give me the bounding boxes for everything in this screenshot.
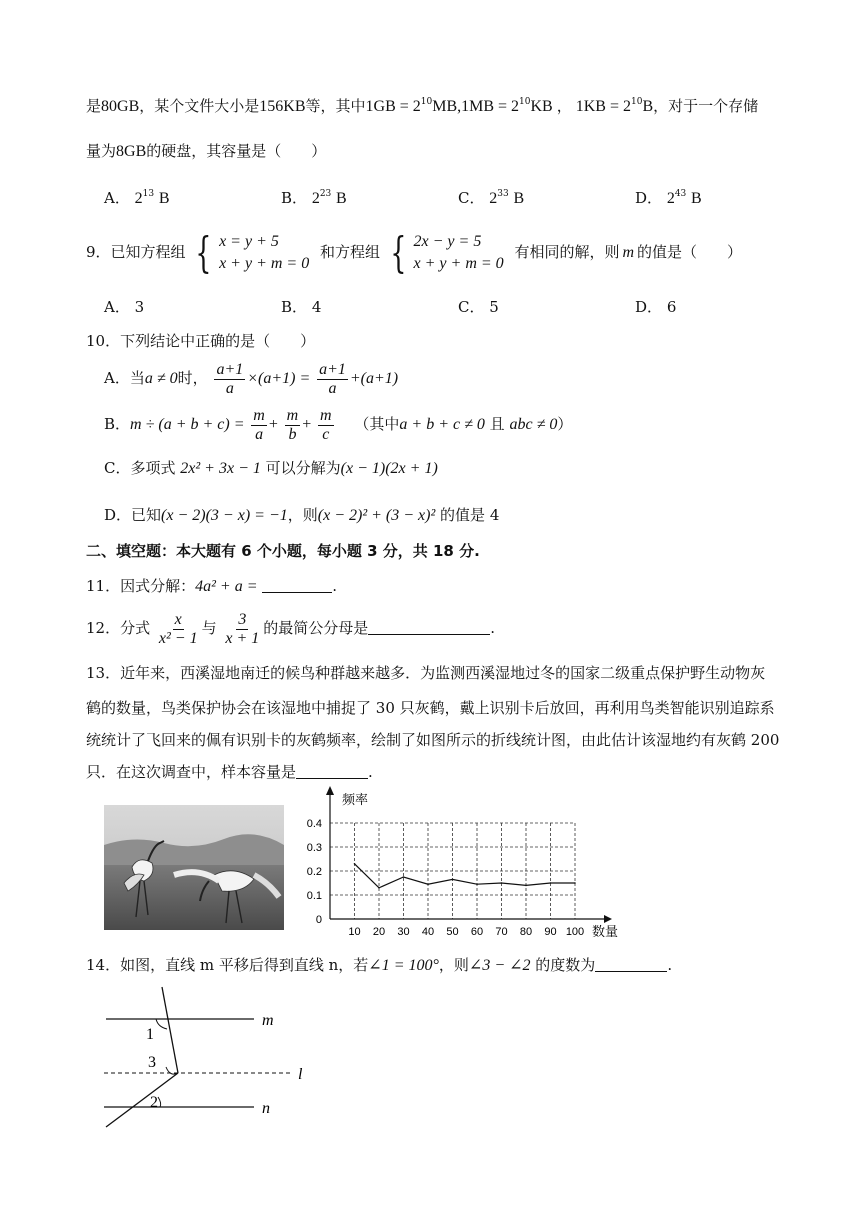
y-axis-arrow <box>326 786 334 795</box>
data-point <box>574 882 576 884</box>
q8-option-a[interactable]: A． $2^{13}$ B <box>104 189 170 207</box>
frequency-series-line <box>355 864 576 888</box>
x-tick-label: 40 <box>421 926 435 938</box>
y-tick-label: 0 <box>315 914 322 926</box>
x-tick-label: 70 <box>495 926 508 938</box>
q8-option-d[interactable]: D． $2^{43}$ B <box>635 189 702 207</box>
x-tick-label: 100 <box>565 926 585 938</box>
data-point <box>501 882 503 884</box>
label-n: n <box>262 1100 270 1117</box>
frequency-line-chart <box>300 786 630 946</box>
q10-option-b[interactable]: B．m ÷ (a + b + c) = $\frac{m}{a}$ + $\frac{m}{b}$ + $\frac{m}{c}$ （其中a + b + c ≠ 0 且 abc ≠ 0） <box>104 406 573 443</box>
q13-answer-blank[interactable] <box>296 764 368 779</box>
q11: 11．因式分解：4a² + a = . <box>86 577 338 595</box>
data-point <box>550 882 552 884</box>
y-tick-label: 0.1 <box>306 890 322 902</box>
x-tick-label: 30 <box>397 926 410 938</box>
x-axis-arrow <box>604 915 612 923</box>
x-tick-label: 50 <box>446 926 459 938</box>
x-tick-label: 90 <box>544 926 557 938</box>
q11-answer-blank[interactable] <box>262 578 332 593</box>
q13-line1: 13．近年来，西溪湿地南迁的候鸟种群越来越多．为监测西溪湿地过冬的国家二级重点保护野生动物灰 <box>86 664 766 682</box>
q9-option-d[interactable]: D． 6 <box>635 298 677 316</box>
chart-grid <box>330 823 575 919</box>
q9-system-1: { x = y + 5 x + y + m = 0 <box>195 228 310 277</box>
data-point <box>525 885 527 887</box>
y-tick-label: 0.3 <box>306 842 322 854</box>
transversal-lower <box>106 1073 178 1127</box>
q12-answer-blank[interactable] <box>368 620 490 635</box>
q9-system-2: { 2x − y = 5 x + y + m = 0 <box>390 228 504 277</box>
q8-line1: 是80GB，某个文件大小是156KB等，其中$1GB = 2^{10}MB,1MB = 2^{10}KB$ ， $1KB = 2^{10}B$，对于一个存储 <box>86 97 759 115</box>
angle-2-label: 2 <box>150 1094 158 1111</box>
label-l: l <box>298 1066 303 1083</box>
data-point <box>452 879 454 881</box>
chart-xlabel: 数量 <box>592 925 619 940</box>
q10-option-a[interactable]: A．当a ≠ 0时， $\frac{a+1}{a}$ ×(a+1) = $\frac{a+1}{a}$ +(a+1) <box>104 360 399 397</box>
parallel-lines-figure <box>96 985 326 1135</box>
section-heading: 二、填空题：本大题有 6 个小题，每小题 3 分，共 18 分. <box>86 542 480 560</box>
y-tick-label: 0.2 <box>306 866 322 878</box>
data-point <box>403 876 405 878</box>
x-tick-label: 60 <box>470 926 484 938</box>
q8-option-c[interactable]: C． $2^{33}$ B <box>458 189 525 207</box>
q9-option-c[interactable]: C． 5 <box>458 298 499 316</box>
chart-series <box>354 863 576 889</box>
q10-option-c[interactable]: C．多项式 2x² + 3x − 1 可以分解为(x − 1)(2x + 1) <box>104 459 438 477</box>
q10-stem: 10．下列结论中正确的是（ ） <box>86 332 316 350</box>
angle-3-label: 3 <box>148 1054 156 1071</box>
transversal-upper <box>162 987 178 1073</box>
y-tick-label: 0.4 <box>306 818 322 830</box>
q13-line2: 鹤的数量，鸟类保护协会在该湿地中捕捉了 30 只灰鹤，戴上识别卡后放回，再利用鸟类智能识别追踪系 <box>86 699 775 717</box>
q9-option-a[interactable]: A． 3 <box>104 298 145 316</box>
q8-line2: 量为8GB的硬盘，其容量是（ ） <box>86 142 327 160</box>
q12: 12．分式 $\frac{x}{\text{x² − 1}}$ 与 $\frac{3}{x + 1}$ 的最简公分母是 . <box>86 610 496 647</box>
q14: 14．如图，直线 m 平移后得到直线 n，若∠1 = 100°，则∠3 − ∠2 的度数为 . <box>86 956 673 974</box>
data-point <box>427 883 429 885</box>
q14-answer-blank[interactable] <box>595 957 667 972</box>
data-point <box>378 887 380 889</box>
q9-option-b[interactable]: B． 4 <box>281 298 322 316</box>
q10-option-d[interactable]: D．已知(x − 2)(3 − x) = −1，则(x − 2)² + (3 − x)² 的值是 4 <box>104 506 500 524</box>
angle-1-label: 1 <box>146 1026 154 1043</box>
crane-photo <box>104 805 284 930</box>
q13-line3: 统统计了飞回来的佩有识别卡的灰鹤频率，绘制了如图所示的折线统计图，由此估计该湿地约有灰鹤 200 <box>86 731 780 749</box>
q13-line4: 只．在这次调查中，样本容量是 . <box>86 763 373 781</box>
data-point <box>476 883 478 885</box>
q9-stem: 9．已知方程组 { x = y + 5 x + y + m = 0 和方程组 { 2x − y = 5 x + y + m = 0 有相同的解，则 m 的值是（ ） <box>86 228 743 277</box>
chart-ylabel: 频率 <box>342 793 369 808</box>
x-tick-label: 20 <box>372 926 386 938</box>
q8-option-b[interactable]: B． $2^{23}$ B <box>281 189 347 207</box>
x-tick-label: 10 <box>348 926 361 938</box>
chart-axes <box>326 786 612 923</box>
x-tick-label: 80 <box>519 926 533 938</box>
data-point <box>354 863 356 865</box>
label-m: m <box>262 1012 274 1029</box>
